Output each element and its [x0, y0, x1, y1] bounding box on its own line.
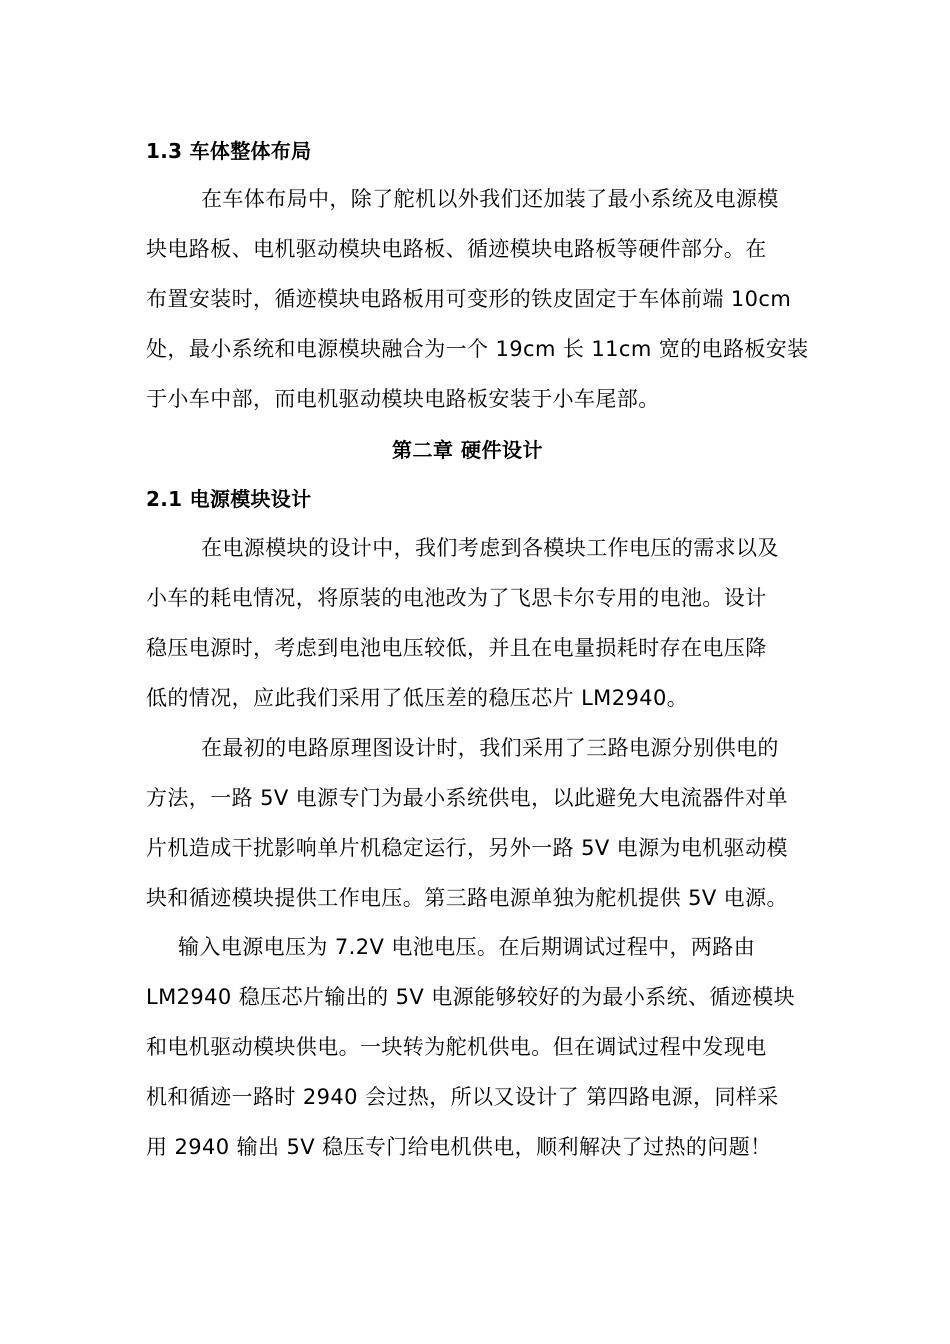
chapter-title: 第二章 硬件设计	[392, 438, 543, 462]
paragraph-line: 布置安装时，循迹模块电路板用可变形的铁皮固定于车体前端 10cm	[146, 287, 792, 311]
paragraph-line: 处，最小系统和电源模块融合为一个 19cm 长 11cm 宽的电路板安装	[146, 337, 809, 361]
paragraph-line: 方法，一路 5V 电源专门为最小系统供电，以此避免大电流器件对单	[146, 786, 788, 810]
paragraph-line: 机和循迹一路时 2940 会过热，所以又设计了 第四路电源，同样采	[146, 1085, 779, 1109]
paragraph-line: 片机造成干扰影响单片机稳定运行，另外一路 5V 电源为电机驱动模	[146, 836, 788, 860]
paragraph-line: 在车体布局中，除了舵机以外我们还加装了最小系统及电源模	[201, 187, 779, 211]
paragraph-line: 低的情况，应此我们采用了低压差的稳压芯片 LM2940。	[146, 686, 689, 710]
paragraph-line: 块和循迹模块提供工作电压。第三路电源单独为舵机提供 5V 电源。	[146, 886, 788, 910]
paragraph-line: 于小车中部，而电机驱动模块电路板安装于小车尾部。	[146, 387, 660, 411]
paragraph-line: 输入电源电压为 7.2V 电池电压。在后期调试过程中，两路由	[178, 935, 756, 959]
paragraph-line: 小车的耗电情况，将原装的电池改为了飞思卡尔专用的电池。设计	[146, 586, 767, 610]
paragraph-line: 用 2940 输出 5V 稳压专门给电机供电，顺利解决了过热的问题！	[146, 1135, 772, 1159]
section-heading-2-1: 2.1 电源模块设计	[146, 487, 312, 511]
paragraph-line: LM2940 稳压芯片输出的 5V 电源能够较好的为最小系统、循迹模块	[146, 985, 796, 1009]
paragraph-line: 稳压电源时，考虑到电池电压较低，并且在电量损耗时存在电压降	[146, 636, 767, 660]
paragraph-line: 块电路板、电机驱动模块电路板、循迹模块电路板等硬件部分。在	[146, 237, 767, 261]
paragraph-line: 和电机驱动模块供电。一块转为舵机供电。但在调试过程中发现电	[146, 1035, 767, 1059]
paragraph-line: 在最初的电路原理图设计时，我们采用了三路电源分别供电的	[201, 736, 779, 760]
section-heading-1-3: 1.3 车体整体布局	[146, 139, 312, 163]
paragraph-line: 在电源模块的设计中，我们考虑到各模块工作电压的需求以及	[201, 536, 779, 560]
